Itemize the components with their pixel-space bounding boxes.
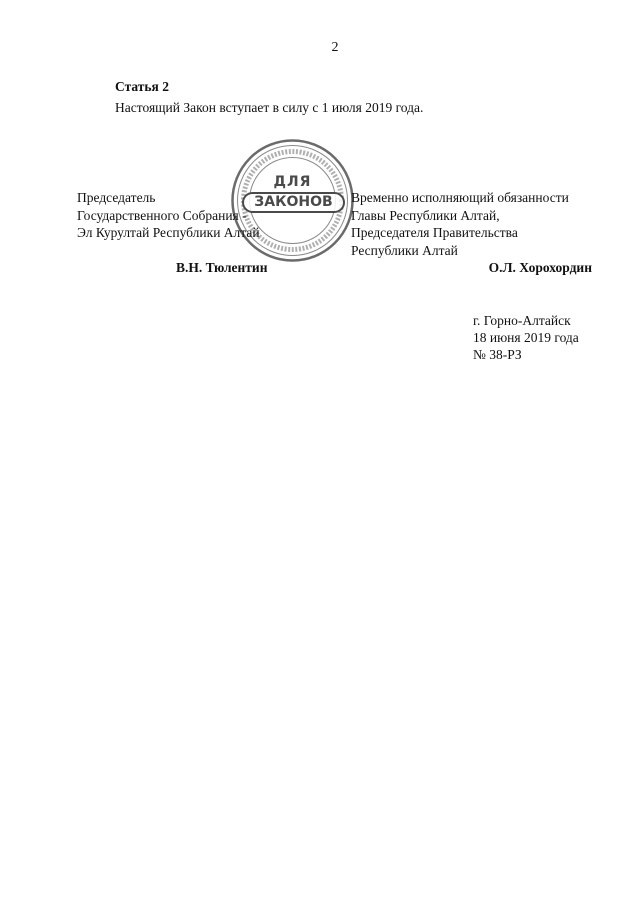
place-date-block	[473, 312, 579, 363]
right-signatory-title	[351, 189, 569, 259]
right-title-line: Республики Алтай	[351, 242, 458, 258]
date: 18 июня 2019 года	[473, 330, 579, 345]
city: г. Горно-Алтайск	[473, 313, 571, 328]
left-title-line: Государственного Собрания -	[77, 207, 247, 223]
right-signatory-name: О.Л. Хорохордин	[488, 260, 592, 275]
stamp-text-main: ЗАКОНОВ	[242, 192, 345, 213]
right-title-line: Главы Республики Алтай,	[351, 207, 500, 223]
left-signatory-title	[77, 189, 260, 242]
left-signatory-name: В.Н. Тюлентин	[176, 260, 268, 275]
left-title-line: Председатель	[77, 190, 156, 205]
left-title-line: Эл Курултай Республики Алтай	[77, 225, 260, 240]
right-title-line: Временно исполняющий обязанности	[351, 190, 569, 205]
right-title-line: Председателя Правительства	[351, 225, 518, 240]
law-number: № 38-РЗ	[473, 347, 522, 362]
stamp-text-top: ДЛЯ	[273, 174, 312, 190]
page-number: 2	[331, 40, 339, 55]
article-heading: Статья 2	[115, 79, 169, 94]
article-text: Настоящий Закон вступает в силу с 1 июля 2019 года.	[115, 100, 424, 115]
